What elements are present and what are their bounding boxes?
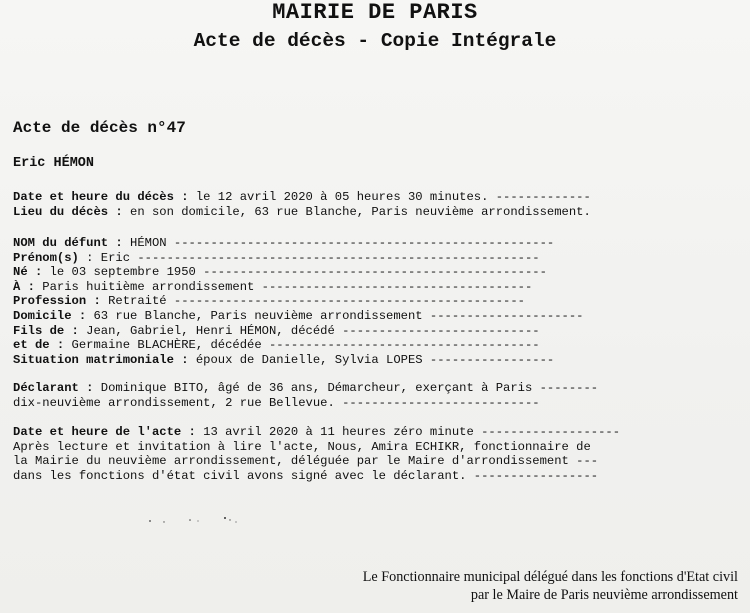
prenom-line (13, 251, 638, 266)
prenom-value: : Eric ------------------------------------------------------- (78, 250, 540, 265)
death-place-line (13, 205, 638, 220)
death-date-line (13, 190, 638, 205)
declarant-line-1 (13, 381, 638, 396)
death-place-label: Lieu du décès : (13, 204, 123, 219)
father-label: Fils de : (13, 323, 79, 338)
declarant-block (13, 381, 638, 410)
father-line (13, 324, 638, 339)
act-text-line-2: Après lecture et invitation à lire l'acte, Nous, Amira ECHIKR, fonctionnaire de (13, 439, 591, 454)
birth-date-line (13, 265, 638, 280)
document-subtitle: Acte de décès - Copie Intégrale (193, 30, 557, 52)
death-details-block (13, 190, 638, 219)
marital-status-value: époux de Danielle, Sylvia LOPES ----------------- (188, 352, 555, 367)
declarant-label: Déclarant : (13, 381, 94, 395)
act-date-value: 13 avril 2020 à 11 heures zéro minute ------------------- (195, 425, 621, 439)
act-date-label: Date et heure de l'acte : (13, 425, 196, 439)
signature-block (363, 568, 738, 604)
death-place-value: en son domicile, 63 rue Blanche, Paris neuvième arrondissement. (122, 204, 591, 219)
declarant-value: Dominique BITO, âgé de 36 ans, Démarcheur, exerçant à Paris -------- (93, 381, 599, 395)
birth-place-value: Paris huitième arrondissement ------------------------------------- (34, 279, 533, 294)
birth-date-label: Né : (13, 265, 43, 280)
father-value: Jean, Gabriel, Henri HÉMON, décédé --------------------------- (78, 323, 540, 338)
marital-status-label: Situation matrimoniale : (13, 352, 189, 367)
birth-place-label: À : (13, 279, 35, 294)
profession-value: Retraité ------------------------------------------------ (100, 294, 525, 309)
mother-line (13, 338, 638, 353)
declarant-line-2: dix-neuvième arrondissement, 2 rue Bellevue. --------------------------- (13, 395, 540, 410)
profession-line (13, 294, 638, 309)
mother-label: et de : (13, 338, 65, 353)
act-number: Acte de décès n°47 (13, 119, 186, 137)
document-title: MAIRIE DE PARIS (272, 0, 478, 25)
mother-value: Germaine BLACHÈRE, décédée ------------------------------------- (64, 338, 540, 353)
paper-specks (140, 515, 260, 525)
domicile-value: 63 rue Blanche, Paris neuvième arrondissement --------------------- (86, 308, 584, 323)
deceased-details-block (13, 236, 638, 367)
birth-date-value: le 03 septembre 1950 ----------------------------------------------- (42, 265, 547, 280)
domicile-line (13, 309, 638, 324)
domicile-label: Domicile : (13, 308, 87, 323)
birth-place-line (13, 280, 638, 295)
profession-label: Profession : (13, 294, 101, 309)
nom-label: NOM du défunt : (13, 236, 123, 250)
death-date-label: Date et heure du décès : (13, 190, 189, 204)
signature-line-2: par le Maire de Paris neuvième arrondissement (470, 587, 738, 603)
act-text-line-4: dans les fonctions d'état civil avons signé avec le déclarant. ----------------- (13, 468, 599, 483)
deceased-name: Eric HÉMON (13, 156, 95, 171)
act-date-line (13, 425, 638, 440)
marital-status-line (13, 353, 638, 368)
nom-line (13, 236, 638, 251)
signature-line-1: Le Fonctionnaire municipal délégué dans les fonctions d'Etat civil (362, 569, 738, 585)
nom-value: HÉMON ---------------------------------------------------- (122, 236, 555, 250)
death-date-value: le 12 avril 2020 à 05 heures 30 minutes. ------------- (188, 190, 591, 204)
act-text-line-3: la Mairie du neuvième arrondissement, déléguée par le Maire d'arrondissement --- (13, 454, 599, 469)
prenom-label: Prénom(s) (13, 250, 79, 265)
act-date-block (13, 425, 638, 483)
